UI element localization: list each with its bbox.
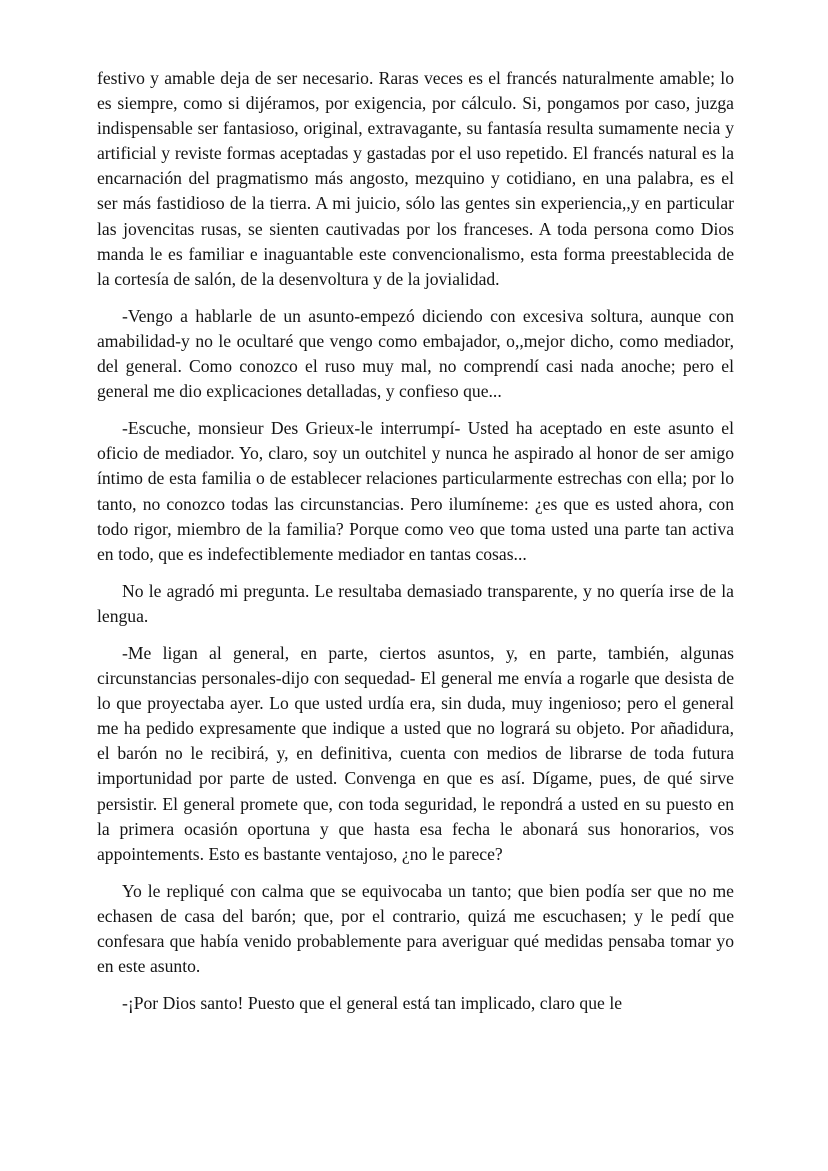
paragraph-1: festivo y amable deja de ser necesario. Raras veces es el francés naturalmente amable; lo es siempre, como si dijéramos, por exigencia, por cálculo. Si, pongamos por caso, juzga indispensable ser fantasioso, original, extravagante, su fantasía resulta sumamente necia y artificial y reviste formas aceptadas y gastadas por el uso repetido. El francés natural es la encarnación del pragmatismo más angosto, mezquino y cotidiano, en una palabra, es el ser más fastidioso de la tierra. A mi juicio, sólo las gentes sin experiencia,,y en particular las jovencitas rusas, se sienten cautivadas por los franceses. A toda persona como Dios manda le es familiar e inaguantable este convencionalismo, esta forma preestablecida de la cortesía de salón, de la desenvoltura y de la jovialidad.	[97, 68, 734, 289]
body-text-column	[97, 66, 734, 1016]
paragraph-2: -Vengo a hablarle de un asunto-empezó diciendo con excesiva soltura, aunque con amabilidad-y no le ocultaré que vengo como embajador, o,,mejor dicho, como mediador, del general. Como conozco el ruso muy mal, no comprendí casi nada anoche; pero el general me dio explicaciones detalladas, y confieso que...	[97, 305, 734, 402]
paragraph-5: -Me ligan al general, en parte, ciertos asuntos, y, en parte, también, algunas circunstancias personales-dijo con sequedad- El general me envía a rogarle que desista de lo que proyectaba ayer. Lo que usted urdía era, sin duda, muy ingenioso; pero el general me ha pedido expresamente que indique a usted que no logrará su objeto. Por añadidura, el barón no le recibirá, y, en definitiva, cuenta con medios de librarse de toda futura importunidad por parte de usted. Convenga en que es así. Dígame, pues, de qué sirve persistir. El general promete que, con toda seguridad, le repondrá a usted en su puesto en la primera ocasión oportuna y que hasta esa fecha le abonará sus honorarios, vos appointements. Esto es bastante ventajoso, ¿no le parece?	[97, 642, 734, 864]
paragraph-7: -¡Por Dios santo! Puesto que el general está tan implicado, claro que le	[122, 993, 623, 1014]
paragraph-6: Yo le repliqué con calma que se equivocaba un tanto; que bien podía ser que no me echasen de casa del barón; que, por el contrario, quizá me escuchasen; y le pedí que confesara que había venido probablemente para averiguar qué medidas pensaba tomar yo en este asunto.	[97, 880, 734, 977]
paragraph-3: -Escuche, monsieur Des Grieux-le interrumpí- Usted ha aceptado en este asunto el oficio de mediador. Yo, claro, soy un outchitel y nunca he aspirado al honor de ser amigo íntimo de esta familia o de establecer relaciones particularmente estrechas con ella; por lo tanto, no conozco todas las circunstancias. Pero ilumíneme: ¿es que es usted ahora, con todo rigor, miembro de la familia? Porque como veo que toma usted una parte tan activa en todo, que es indefectiblemente mediador en tantas cosas...	[97, 418, 734, 564]
paragraph-4: No le agradó mi pregunta. Le resultaba demasiado transparente, y no quería irse de la lengua.	[97, 580, 734, 626]
